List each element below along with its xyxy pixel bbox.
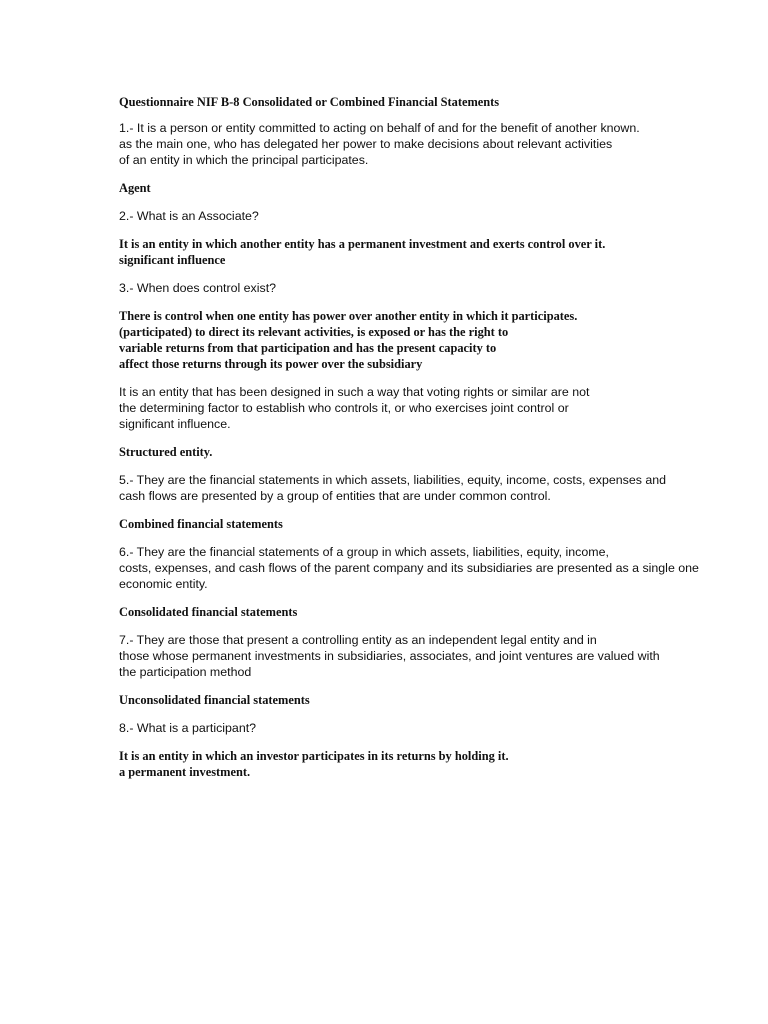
document-page xyxy=(119,94,759,792)
answer-8-line-1: It is an entity in which an investor participates in its returns by holding it. xyxy=(119,749,509,763)
answer-3-line-3: variable returns from that participation and has the present capacity to xyxy=(119,341,497,355)
question-7 xyxy=(119,632,759,680)
question-6-line-3: economic entity. xyxy=(119,577,208,591)
question-4-line-2: the determining factor to establish who controls it, or who exercises joint control or xyxy=(119,401,569,415)
question-6-line-2: costs, expenses, and cash flows of the parent company and its subsidiaries are presented as a single one xyxy=(119,561,699,575)
answer-3-line-1: There is control when one entity has power over another entity in which it participates. xyxy=(119,309,578,323)
question-4-line-1: It is an entity that has been designed in such a way that voting rights or similar are not xyxy=(119,385,590,399)
question-2-line-1: 2.- What is an Associate? xyxy=(119,209,259,223)
answer-4 xyxy=(119,444,759,460)
question-3 xyxy=(119,280,759,296)
answer-2 xyxy=(119,236,759,268)
answer-8 xyxy=(119,748,759,780)
answer-3-line-4: affect those returns through its power over the subsidiary xyxy=(119,357,423,371)
answer-1-line-1: Agent xyxy=(119,181,151,195)
answer-5 xyxy=(119,516,759,532)
answer-6 xyxy=(119,604,759,620)
question-4 xyxy=(119,384,759,432)
answer-5-line-1: Combined financial statements xyxy=(119,517,283,531)
answer-2-line-1: It is an entity in which another entity has a permanent investment and exerts control over it. xyxy=(119,237,606,251)
answer-8-line-2: a permanent investment. xyxy=(119,765,251,779)
question-4-line-3: significant influence. xyxy=(119,417,231,431)
question-3-line-1: 3.- When does control exist? xyxy=(119,281,277,295)
question-5-line-2: cash flows are presented by a group of entities that are under common control. xyxy=(119,489,551,503)
question-6 xyxy=(119,544,759,592)
answer-3-line-2: (participated) to direct its relevant activities, is exposed or has the right to xyxy=(119,325,509,339)
document-title xyxy=(119,94,759,110)
question-8-line-1: 8.- What is a participant? xyxy=(119,721,257,735)
question-7-line-3: the participation method xyxy=(119,665,252,679)
question-1-line-2: as the main one, who has delegated her power to make decisions about relevant activities xyxy=(119,137,613,151)
question-1 xyxy=(119,120,759,168)
answer-7-line-1: Unconsolidated financial statements xyxy=(119,693,310,707)
question-1-line-1: 1.- It is a person or entity committed to acting on behalf of and for the benefit of another known. xyxy=(119,121,640,135)
answer-2-line-2: significant influence xyxy=(119,253,226,267)
question-8 xyxy=(119,720,759,736)
document-title-text: Questionnaire NIF B-8 Consolidated or Combined Financial Statements xyxy=(119,95,500,109)
question-6-line-1: 6.- They are the financial statements of a group in which assets, liabilities, equity, income, xyxy=(119,545,609,559)
answer-7 xyxy=(119,692,759,708)
answer-1 xyxy=(119,180,759,196)
answer-3 xyxy=(119,308,759,372)
answer-6-line-1: Consolidated financial statements xyxy=(119,605,298,619)
question-7-line-2: those whose permanent investments in subsidiaries, associates, and joint ventures are valued with xyxy=(119,649,660,663)
question-1-line-3: of an entity in which the principal participates. xyxy=(119,153,369,167)
answer-4-line-1: Structured entity. xyxy=(119,445,213,459)
question-5 xyxy=(119,472,759,504)
question-2 xyxy=(119,208,759,224)
question-5-line-1: 5.- They are the financial statements in which assets, liabilities, equity, income, costs, expenses and xyxy=(119,473,667,487)
question-7-line-1: 7.- They are those that present a controlling entity as an independent legal entity and in xyxy=(119,633,597,647)
